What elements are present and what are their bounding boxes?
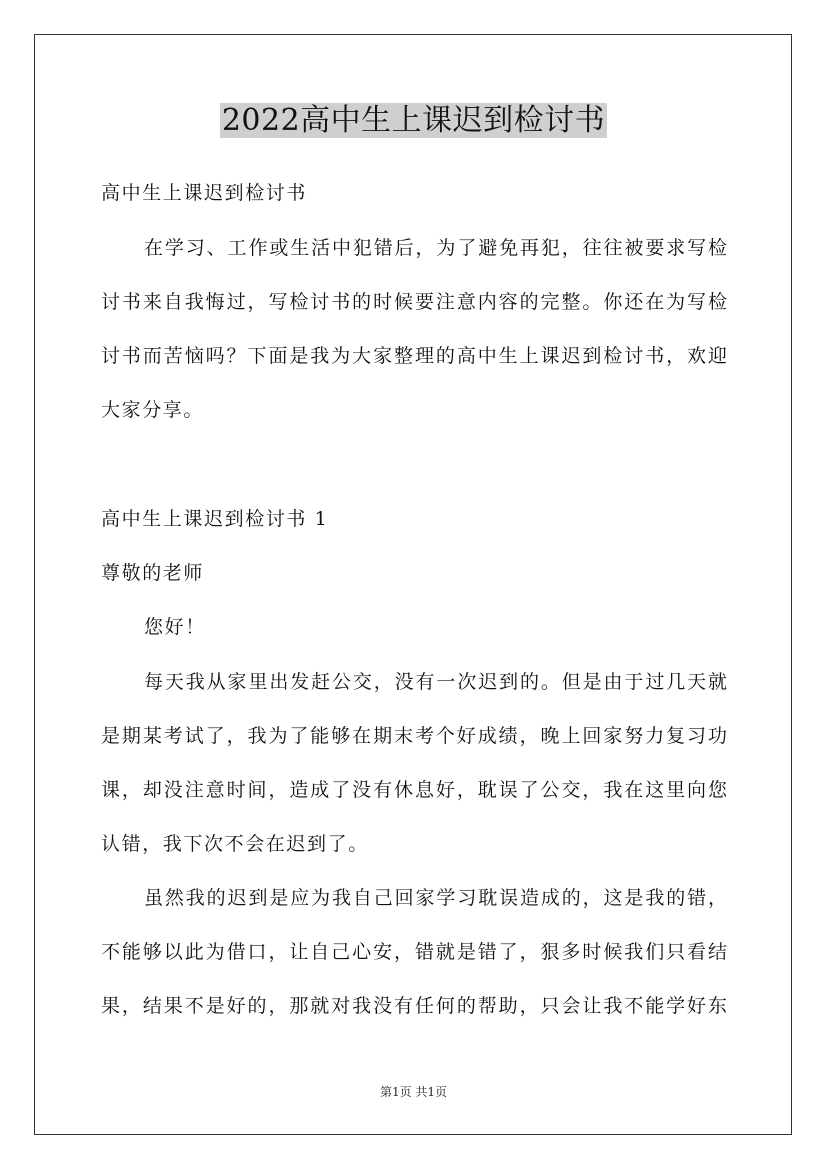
paragraph-2-line-1: 虽然我的迟到是应为我自己回家学习耽误造成的，这是我的错， <box>144 887 727 909</box>
paragraph-2-line-3: 果，结果不是好的，那就对我没有任何的帮助，只会让我不能学好东 <box>101 995 727 1017</box>
paragraph-2-line-2: 不能够以此为借口，让自己心安，错就是错了，狠多时候我们只看结 <box>101 941 727 963</box>
subtitle: 高中生上课迟到检讨书 <box>101 182 308 204</box>
greeting: 您好！ <box>144 616 206 638</box>
paragraph-1-line-2: 是期某考试了，我为了能够在期末考个好成绩，晚上回家努力复习功 <box>101 725 727 747</box>
salutation: 尊敬的老师 <box>101 562 205 584</box>
document-title <box>0 101 827 141</box>
intro-line-3: 讨书而苦恼吗？下面是我为大家整理的高中生上课迟到检讨书，欢迎 <box>101 345 727 367</box>
paragraph-1-line-1: 每天我从家里出发赶公交，没有一次迟到的。但是由于过几天就 <box>144 671 727 693</box>
paragraph-1-line-4: 认错，我下次不会在迟到了。 <box>101 833 369 855</box>
intro-line-2: 讨书来自我悔过，写检讨书的时候要注意内容的完整。你还在为写检 <box>101 291 727 313</box>
document-title-text: 2022高中生上课迟到检讨书 <box>221 103 606 138</box>
page-footer: 第1页 共1页 <box>379 1085 448 1099</box>
intro-line-4: 大家分享。 <box>101 399 205 421</box>
intro-line-1: 在学习、工作或生活中犯错后，为了避免再犯，往往被要求写检 <box>144 237 727 259</box>
paragraph-1-line-3: 课，却没注意时间，造成了没有休息好，耽误了公交，我在这里向您 <box>101 779 727 801</box>
section-heading: 高中生上课迟到检讨书 1 <box>101 508 329 530</box>
